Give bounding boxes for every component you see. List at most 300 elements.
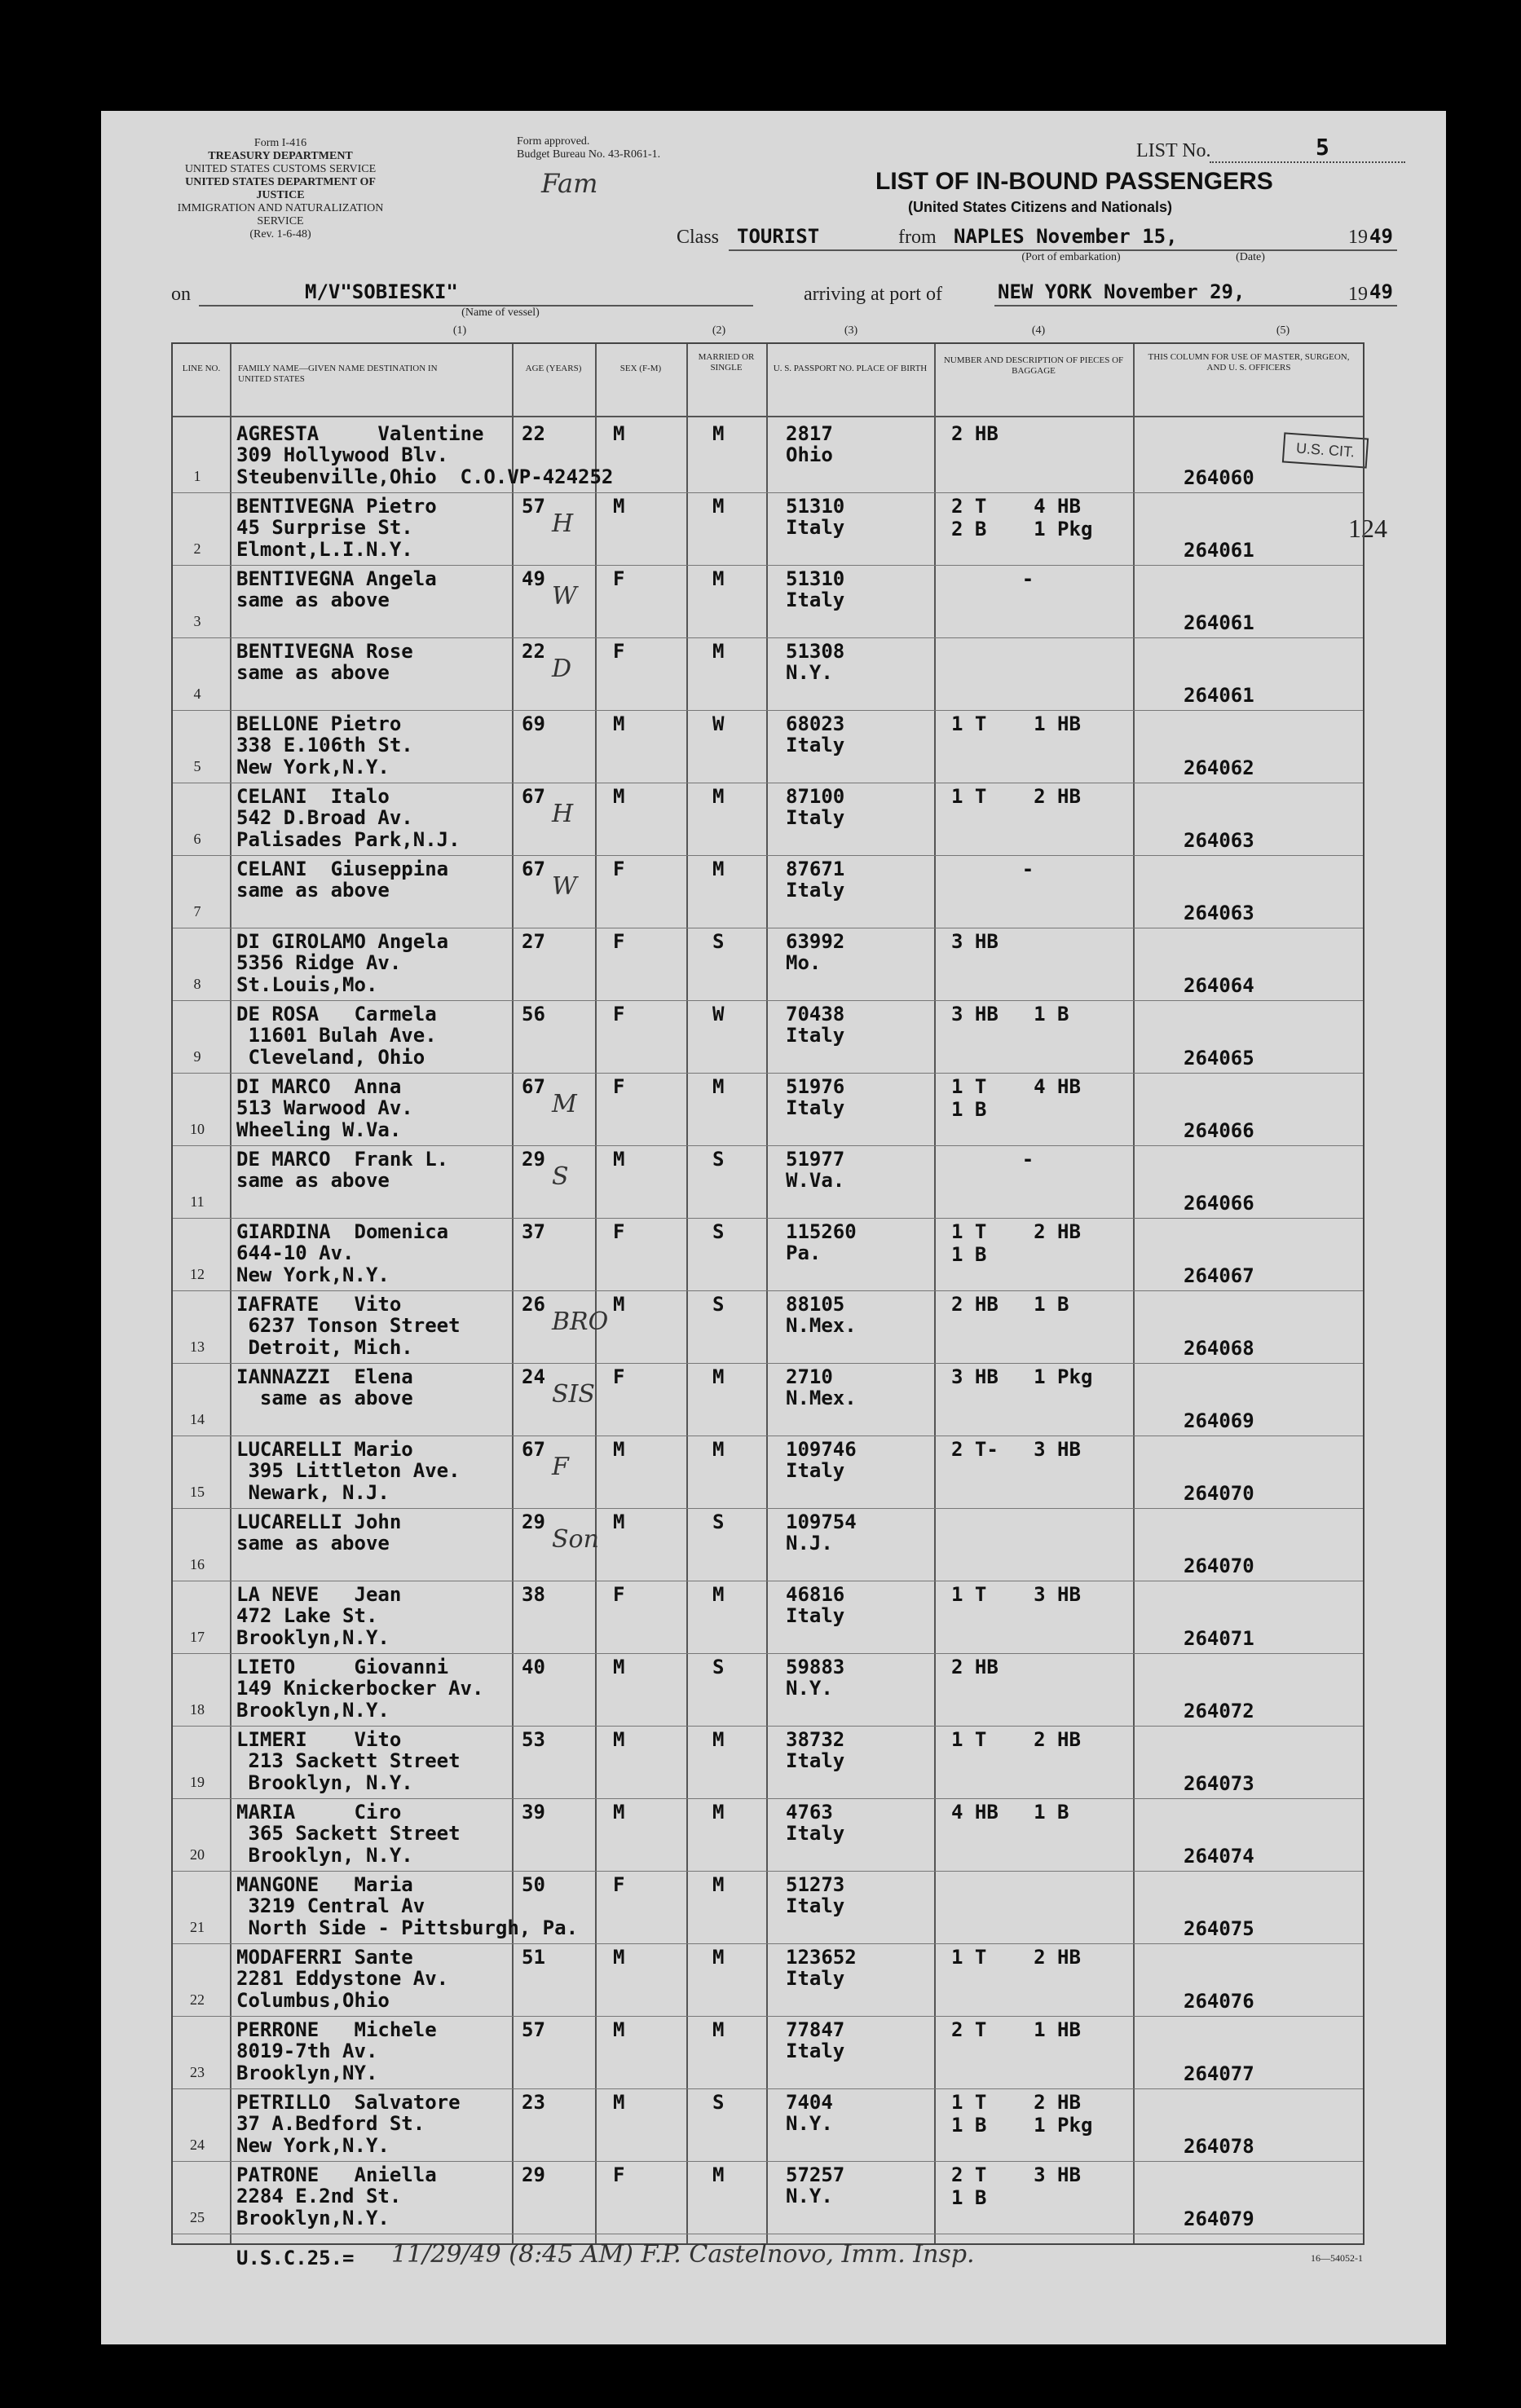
address-line-2: Steubenville,Ohio C.O.VP-424252	[236, 465, 614, 488]
address-line-1: 2281 Eddystone Av.	[236, 1967, 449, 1990]
passenger-name: AGRESTA Valentine	[236, 422, 484, 445]
place-of-birth: N.J.	[786, 1532, 833, 1555]
list-number: 5	[1316, 134, 1329, 161]
passenger-name: PERRONE Michele	[236, 2018, 437, 2041]
baggage-line-1: 2 T 4 HB	[951, 495, 1081, 518]
officer-number: 264077	[1184, 2062, 1254, 2085]
page-title: LIST OF IN-BOUND PASSENGERS	[875, 168, 1273, 195]
arrival-year: 49	[1369, 280, 1393, 303]
line-number: 18	[190, 1701, 205, 1718]
address-line-2: St.Louis,Mo.	[236, 973, 378, 996]
table-row	[173, 638, 1363, 709]
passport-number: 68023	[786, 712, 845, 735]
passenger-name: BELLONE Pietro	[236, 712, 402, 735]
place-of-birth: N.Y.	[786, 2185, 833, 2207]
marital-cell: S	[712, 930, 725, 953]
arrival-underline	[994, 305, 1397, 307]
col-number: (1)	[452, 324, 467, 337]
place-of-birth: Italy	[786, 1967, 845, 1990]
address-line-1: 8019-7th Av.	[236, 2040, 378, 2062]
sex-cell: F	[613, 1583, 625, 1606]
list-underline	[1210, 161, 1405, 163]
baggage-line-2: 1 B	[951, 2186, 987, 2209]
line-number: 4	[193, 686, 201, 702]
officer-number: 264065	[1184, 1047, 1254, 1069]
line-number: 11	[190, 1193, 205, 1210]
passport-number: 57257	[786, 2163, 845, 2186]
place-of-birth: W.Va.	[786, 1169, 845, 1192]
passenger-name: DI MARCO Anna	[236, 1075, 402, 1098]
line-number: 10	[190, 1121, 205, 1137]
passport-number: 87100	[786, 785, 845, 808]
marital-cell: S	[712, 1293, 725, 1316]
age-cell: 37	[522, 1220, 545, 1243]
passenger-name: DE ROSA Carmela	[236, 1003, 437, 1025]
passenger-name: PATRONE Aniella	[236, 2163, 437, 2186]
marital-cell: W	[712, 712, 725, 735]
age-cell: 50	[522, 1873, 545, 1896]
address-line-1: 45 Surprise St.	[236, 516, 413, 539]
table-row	[173, 928, 1363, 999]
age-cell: 57	[522, 495, 545, 518]
passenger-name: LUCARELLI John	[236, 1511, 402, 1533]
line-number: 5	[193, 758, 201, 774]
passport-number: 87671	[786, 858, 845, 880]
baggage-line-1: 3 HB 1 Pkg	[951, 1365, 1093, 1388]
table-row	[173, 783, 1363, 854]
col-header-officers: THIS COLUMN FOR USE OF MASTER, SURGEON, AND U. S. OFFICERS	[1148, 352, 1350, 373]
sex-cell: M	[613, 1438, 625, 1461]
handwritten-note: S	[552, 1162, 569, 1191]
passport-number: 2817	[786, 422, 833, 445]
baggage-line-1: 2 HB	[951, 422, 999, 445]
table-row	[173, 1727, 1363, 1797]
table-row	[173, 1799, 1363, 1870]
address-line-2: Newark, N.J.	[236, 1481, 390, 1504]
officer-number: 264068	[1184, 1337, 1254, 1360]
age-cell: 29	[522, 2163, 545, 2186]
passport-number: 88105	[786, 1293, 845, 1316]
sex-cell: M	[613, 1656, 625, 1678]
table-row	[173, 1291, 1363, 1362]
table-row	[173, 1074, 1363, 1144]
place-of-birth: Italy	[786, 1024, 845, 1047]
marital-cell: M	[712, 2163, 725, 2186]
from-year: 49	[1369, 225, 1393, 248]
place-of-birth: Mo.	[786, 951, 822, 974]
arriving-label: arriving at port of	[804, 284, 942, 305]
baggage-line-1: 2 T 3 HB	[951, 2163, 1081, 2186]
address-line-2: New York,N.Y.	[236, 1264, 390, 1286]
address-line-1: same as above	[236, 661, 390, 684]
line-number: 14	[190, 1411, 205, 1427]
age-cell: 29	[522, 1511, 545, 1533]
binder-hole	[52, 2072, 95, 2115]
form-block: Form I-416 TREASURY DEPARTMENT UNITED STATES CUSTOMS SERVICE UNITED STATES DEPARTMENT OF JUSTICE IMMIGRATION AND NATURALIZATION SERVICE (Rev. 1-6-48)	[177, 137, 384, 240]
place-of-birth: N.Mex.	[786, 1387, 857, 1409]
age-cell: 29	[522, 1148, 545, 1171]
sex-cell: M	[613, 422, 625, 445]
address-line-1: 5356 Ridge Av.	[236, 951, 402, 974]
address-line-2: New York,N.Y.	[236, 2134, 390, 2157]
line-number: 25	[190, 2209, 205, 2225]
officer-number: 264074	[1184, 1845, 1254, 1868]
col-header-line: LINE NO.	[182, 364, 221, 373]
passport-number: 46816	[786, 1583, 845, 1606]
address-line-2: Brooklyn, N.Y.	[236, 1844, 413, 1867]
binder-hole	[52, 1133, 95, 1175]
year-label: 19	[1348, 227, 1368, 248]
address-line-1: 513 Warwood Av.	[236, 1096, 413, 1119]
line-number: 19	[190, 1774, 205, 1790]
age-cell: 67	[522, 785, 545, 808]
baggage-line-1: 2 T 1 HB	[951, 2018, 1081, 2041]
passenger-table	[171, 342, 1364, 2245]
baggage-line-1: 1 T 2 HB	[951, 785, 1081, 808]
handwritten-note: SIS	[552, 1380, 595, 1409]
passenger-name: CELANI Italo	[236, 785, 390, 808]
line-number: 2	[193, 540, 201, 557]
marital-cell: M	[712, 1801, 725, 1824]
us-cit-stamp: U.S. CIT.	[1282, 432, 1369, 468]
line-number: 22	[190, 1991, 205, 2008]
passenger-name: BENTIVEGNA Pietro	[236, 495, 437, 518]
passport-number: 51308	[786, 640, 845, 663]
binder-hole	[52, 316, 95, 359]
marital-cell: S	[712, 1656, 725, 1678]
baggage-line-1: 1 T 2 HB	[951, 1220, 1081, 1243]
age-cell: 27	[522, 930, 545, 953]
address-line-1: 2284 E.2nd St.	[236, 2185, 402, 2207]
line-number: 24	[190, 2137, 205, 2153]
baggage-line-1: 4 HB 1 B	[951, 1801, 1069, 1824]
line-number: 1	[193, 468, 201, 484]
col-number: (2)	[712, 324, 726, 337]
page-subtitle: (United States Citizens and Nationals)	[908, 199, 1173, 215]
passport-number: 77847	[786, 2018, 845, 2041]
marital-cell: M	[712, 422, 725, 445]
marital-cell: S	[712, 1148, 725, 1171]
address-line-1: same as above	[236, 879, 390, 902]
from-value: NAPLES November 15,	[954, 225, 1178, 248]
sex-cell: F	[613, 1075, 625, 1098]
address-line-2: Wheeling W.Va.	[236, 1118, 402, 1141]
officer-number: 264063	[1184, 902, 1254, 924]
line-number: 8	[193, 976, 201, 992]
marital-cell: M	[712, 1946, 725, 1969]
address-line-1: 37 A.Bedford St.	[236, 2112, 425, 2135]
baggage-line-1: 1 T 2 HB	[951, 1728, 1081, 1751]
table-row	[173, 1436, 1363, 1507]
age-cell: 39	[522, 1801, 545, 1824]
passenger-name: DE MARCO Frank L.	[236, 1148, 449, 1171]
passenger-name: GIARDINA Domenica	[236, 1220, 449, 1243]
marital-cell: M	[712, 1873, 725, 1896]
passenger-name: IANNAZZI Elena	[236, 1365, 413, 1388]
place-of-birth: Italy	[786, 734, 845, 756]
passport-number: 7404	[786, 2091, 833, 2114]
address-line-2: North Side - Pittsburgh, Pa.	[236, 1916, 579, 1939]
address-line-2: Brooklyn, N.Y.	[236, 1771, 413, 1794]
passport-number: 2710	[786, 1365, 833, 1388]
sex-cell: M	[613, 1293, 625, 1316]
baggage-line-1: 2 HB	[951, 1656, 999, 1678]
table-row	[173, 711, 1363, 782]
footer-code: U.S.C.25.=	[236, 2247, 355, 2269]
handwritten-note: D	[552, 655, 572, 683]
address-line-1: 11601 Bulah Ave.	[236, 1024, 437, 1047]
sex-cell: F	[613, 1220, 625, 1243]
col-header-baggage: NUMBER AND DESCRIPTION OF PIECES OF BAGGAGE	[943, 355, 1124, 376]
passport-number: 51310	[786, 567, 845, 590]
address-line-1: 338 E.106th St.	[236, 734, 413, 756]
marital-cell: M	[712, 1365, 725, 1388]
address-line-1: same as above	[236, 1169, 390, 1192]
table-row	[173, 1001, 1363, 1072]
sex-cell: M	[613, 1728, 625, 1751]
passenger-name: CELANI Giuseppina	[236, 858, 449, 880]
col-number: (4)	[1031, 324, 1046, 337]
sex-cell: F	[613, 1003, 625, 1025]
age-cell: 22	[522, 640, 545, 663]
sex-cell: M	[613, 2018, 625, 2041]
baggage-line-1: -	[951, 858, 1034, 880]
passenger-name: LA NEVE Jean	[236, 1583, 402, 1606]
address-line-2: Elmont,L.I.N.Y.	[236, 538, 413, 561]
address-line-1: 213 Sackett Street	[236, 1749, 461, 1772]
officer-number: 264060	[1184, 466, 1254, 489]
baggage-line-1: 1 T 3 HB	[951, 1583, 1081, 1606]
place-of-birth: N.Y.	[786, 1677, 833, 1700]
officer-number: 264062	[1184, 756, 1254, 779]
passenger-name: LIMERI Vito	[236, 1728, 402, 1751]
line-number: 3	[193, 613, 201, 629]
baggage-line-1: -	[951, 1148, 1034, 1171]
line-number: 15	[190, 1484, 205, 1500]
address-line-2: New York,N.Y.	[236, 756, 390, 778]
marital-cell: M	[712, 1438, 725, 1461]
arrival-year-label: 19	[1348, 284, 1368, 305]
place-of-birth: Italy	[786, 1894, 845, 1917]
table-row	[173, 1944, 1363, 2015]
marital-cell: M	[712, 785, 725, 808]
address-line-1: 149 Knickerbocker Av.	[236, 1677, 484, 1700]
officer-number: 264061	[1184, 684, 1254, 707]
passport-number: 109746	[786, 1438, 857, 1461]
table-row	[173, 1364, 1363, 1435]
place-of-birth: N.Y.	[786, 2112, 833, 2135]
baggage-line-2: 2 B 1 Pkg	[951, 518, 1093, 540]
handwritten-note: Son	[552, 1525, 599, 1554]
line-number: 16	[190, 1556, 205, 1572]
age-cell: 26	[522, 1293, 545, 1316]
baggage-line-1: 1 T 4 HB	[951, 1075, 1081, 1098]
passenger-name: LIETO Giovanni	[236, 1656, 449, 1678]
table-row	[173, 1581, 1363, 1652]
marital-cell: M	[712, 640, 725, 663]
line-number: 23	[190, 2064, 205, 2080]
officer-number: 264061	[1184, 539, 1254, 562]
age-cell: 24	[522, 1365, 545, 1388]
sex-cell: M	[613, 2091, 625, 2114]
place-of-birth: Italy	[786, 1459, 845, 1482]
col-header-sex: SEX (F-M)	[619, 364, 662, 373]
officer-number: 264076	[1184, 1990, 1254, 2013]
officer-number: 264079	[1184, 2207, 1254, 2230]
passenger-name: LUCARELLI Mario	[236, 1438, 413, 1461]
handwritten-note: Fam	[541, 168, 598, 199]
table-row	[173, 2089, 1363, 2160]
age-cell: 40	[522, 1656, 545, 1678]
sex-cell: F	[613, 640, 625, 663]
place-of-birth: Ohio	[786, 443, 833, 466]
table-row	[173, 1509, 1363, 1580]
sex-cell: F	[613, 2163, 625, 2186]
handwritten-note: H	[552, 800, 574, 828]
baggage-line-1: 2 HB 1 B	[951, 1293, 1069, 1316]
age-cell: 22	[522, 422, 545, 445]
passenger-name: MODAFERRI Sante	[236, 1946, 413, 1969]
address-line-2: Brooklyn,NY.	[236, 2062, 378, 2084]
passport-number: 63992	[786, 930, 845, 953]
passenger-name: PETRILLO Salvatore	[236, 2091, 461, 2114]
line-number: 20	[190, 1846, 205, 1863]
sex-cell: F	[613, 1873, 625, 1896]
handwritten-note: W	[552, 582, 577, 611]
officer-number: 264071	[1184, 1627, 1254, 1650]
sex-cell: M	[613, 1148, 625, 1171]
officer-number: 264069	[1184, 1409, 1254, 1432]
handwritten-note: W	[552, 872, 577, 901]
table-row	[173, 1146, 1363, 1217]
baggage-line-2: 1 B 1 Pkg	[951, 2114, 1093, 2137]
marital-cell: M	[712, 1728, 725, 1751]
passport-number: 109754	[786, 1511, 857, 1533]
marital-cell: M	[712, 567, 725, 590]
age-cell: 23	[522, 2091, 545, 2114]
age-cell: 49	[522, 567, 545, 590]
officer-number: 264064	[1184, 974, 1254, 997]
passenger-name: MARIA Ciro	[236, 1801, 402, 1824]
marital-cell: S	[712, 1220, 725, 1243]
line-number: 7	[193, 903, 201, 920]
baggage-line-1: -	[951, 567, 1034, 590]
footer-form-ref: 16—54052-1	[1311, 2252, 1363, 2264]
age-cell: 67	[522, 1075, 545, 1098]
passport-number: 51977	[786, 1148, 845, 1171]
address-line-1: 395 Littleton Ave.	[236, 1459, 461, 1482]
line-number: 21	[190, 1919, 205, 1935]
baggage-line-2: 1 B	[951, 1243, 987, 1266]
officer-number: 264066	[1184, 1119, 1254, 1142]
header-rule	[173, 416, 1363, 417]
passenger-name: DI GIROLAMO Angela	[236, 930, 449, 953]
vessel-name: M/V"SOBIESKI"	[305, 280, 458, 303]
passenger-name: BENTIVEGNA Angela	[236, 567, 437, 590]
list-label: LIST No.	[1136, 140, 1211, 161]
sex-cell: M	[613, 785, 625, 808]
sex-cell: F	[613, 1365, 625, 1388]
table-row	[173, 2162, 1363, 2233]
sex-cell: F	[613, 858, 625, 880]
address-line-2: Cleveland, Ohio	[236, 1046, 425, 1069]
place-of-birth: Pa.	[786, 1241, 822, 1264]
address-line-1: 365 Sackett Street	[236, 1822, 461, 1845]
place-of-birth: Italy	[786, 806, 845, 829]
passport-number: 70438	[786, 1003, 845, 1025]
sex-cell: M	[613, 1801, 625, 1824]
address-line-1: same as above	[236, 1387, 413, 1409]
place-of-birth: Italy	[786, 1096, 845, 1119]
address-line-1: 6237 Tonson Street	[236, 1314, 461, 1337]
table-row	[173, 493, 1363, 564]
address-line-2: Brooklyn,N.Y.	[236, 1626, 390, 1649]
place-of-birth: Italy	[786, 2040, 845, 2062]
baggage-line-1: 1 T 2 HB	[951, 2091, 1081, 2114]
on-label: on	[171, 284, 191, 305]
footer-signature: 11/29/49 (8:45 AM) F.P. Castelnovo, Imm. Insp.	[391, 2240, 975, 2269]
place-of-birth: Italy	[786, 1822, 845, 1845]
port-caption: (Port of embarkation)	[1021, 251, 1121, 263]
address-line-2: Columbus,Ohio	[236, 1989, 390, 2012]
address-line-1: 309 Hollywood Blv.	[236, 443, 449, 466]
handwritten-note: F	[552, 1453, 569, 1481]
place-of-birth: N.Y.	[786, 661, 833, 684]
handwritten-note: M	[552, 1090, 577, 1118]
marital-cell: M	[712, 495, 725, 518]
age-cell: 51	[522, 1946, 545, 1969]
sex-cell: M	[613, 1946, 625, 1969]
sex-cell: M	[613, 495, 625, 518]
line-number: 6	[193, 831, 201, 847]
table-row	[173, 2017, 1363, 2088]
age-cell: 56	[522, 1003, 545, 1025]
address-line-1: 472 Lake St.	[236, 1604, 378, 1627]
baggage-line-1: 1 T 1 HB	[951, 712, 1081, 735]
binder-hole	[52, 174, 95, 217]
baggage-line-2: 1 B	[951, 1098, 987, 1121]
table-row	[173, 421, 1363, 492]
officer-number: 264075	[1184, 1917, 1254, 1940]
line-number: 9	[193, 1048, 201, 1065]
vessel-caption: (Name of vessel)	[461, 307, 540, 319]
address-line-1: 542 D.Broad Av.	[236, 806, 413, 829]
address-line-1: 3219 Central Av	[236, 1894, 425, 1917]
passport-number: 51310	[786, 495, 845, 518]
officer-number: 264070	[1184, 1555, 1254, 1577]
sex-cell: F	[613, 567, 625, 590]
line-number: 12	[190, 1266, 205, 1282]
officer-number: 264067	[1184, 1264, 1254, 1287]
passport-number: 51273	[786, 1873, 845, 1896]
page-mark: 124	[1348, 514, 1387, 543]
age-cell: 67	[522, 1438, 545, 1461]
marital-cell: M	[712, 858, 725, 880]
age-cell: 57	[522, 2018, 545, 2041]
age-cell: 38	[522, 1583, 545, 1606]
binder-hole	[52, 2232, 95, 2274]
passenger-name: IAFRATE Vito	[236, 1293, 402, 1316]
col-header-married: MARRIED OR SINGLE	[698, 352, 755, 373]
from-label: from	[898, 227, 937, 248]
handwritten-note: BRO	[552, 1308, 609, 1336]
address-line-1: same as above	[236, 1532, 390, 1555]
passport-number: 51976	[786, 1075, 845, 1098]
address-line-2: Detroit, Mich.	[236, 1336, 413, 1359]
col-header-passport: U. S. PASSPORT NO. PLACE OF BIRTH	[773, 364, 928, 373]
age-cell: 53	[522, 1728, 545, 1751]
passenger-name: MANGONE Maria	[236, 1873, 413, 1896]
